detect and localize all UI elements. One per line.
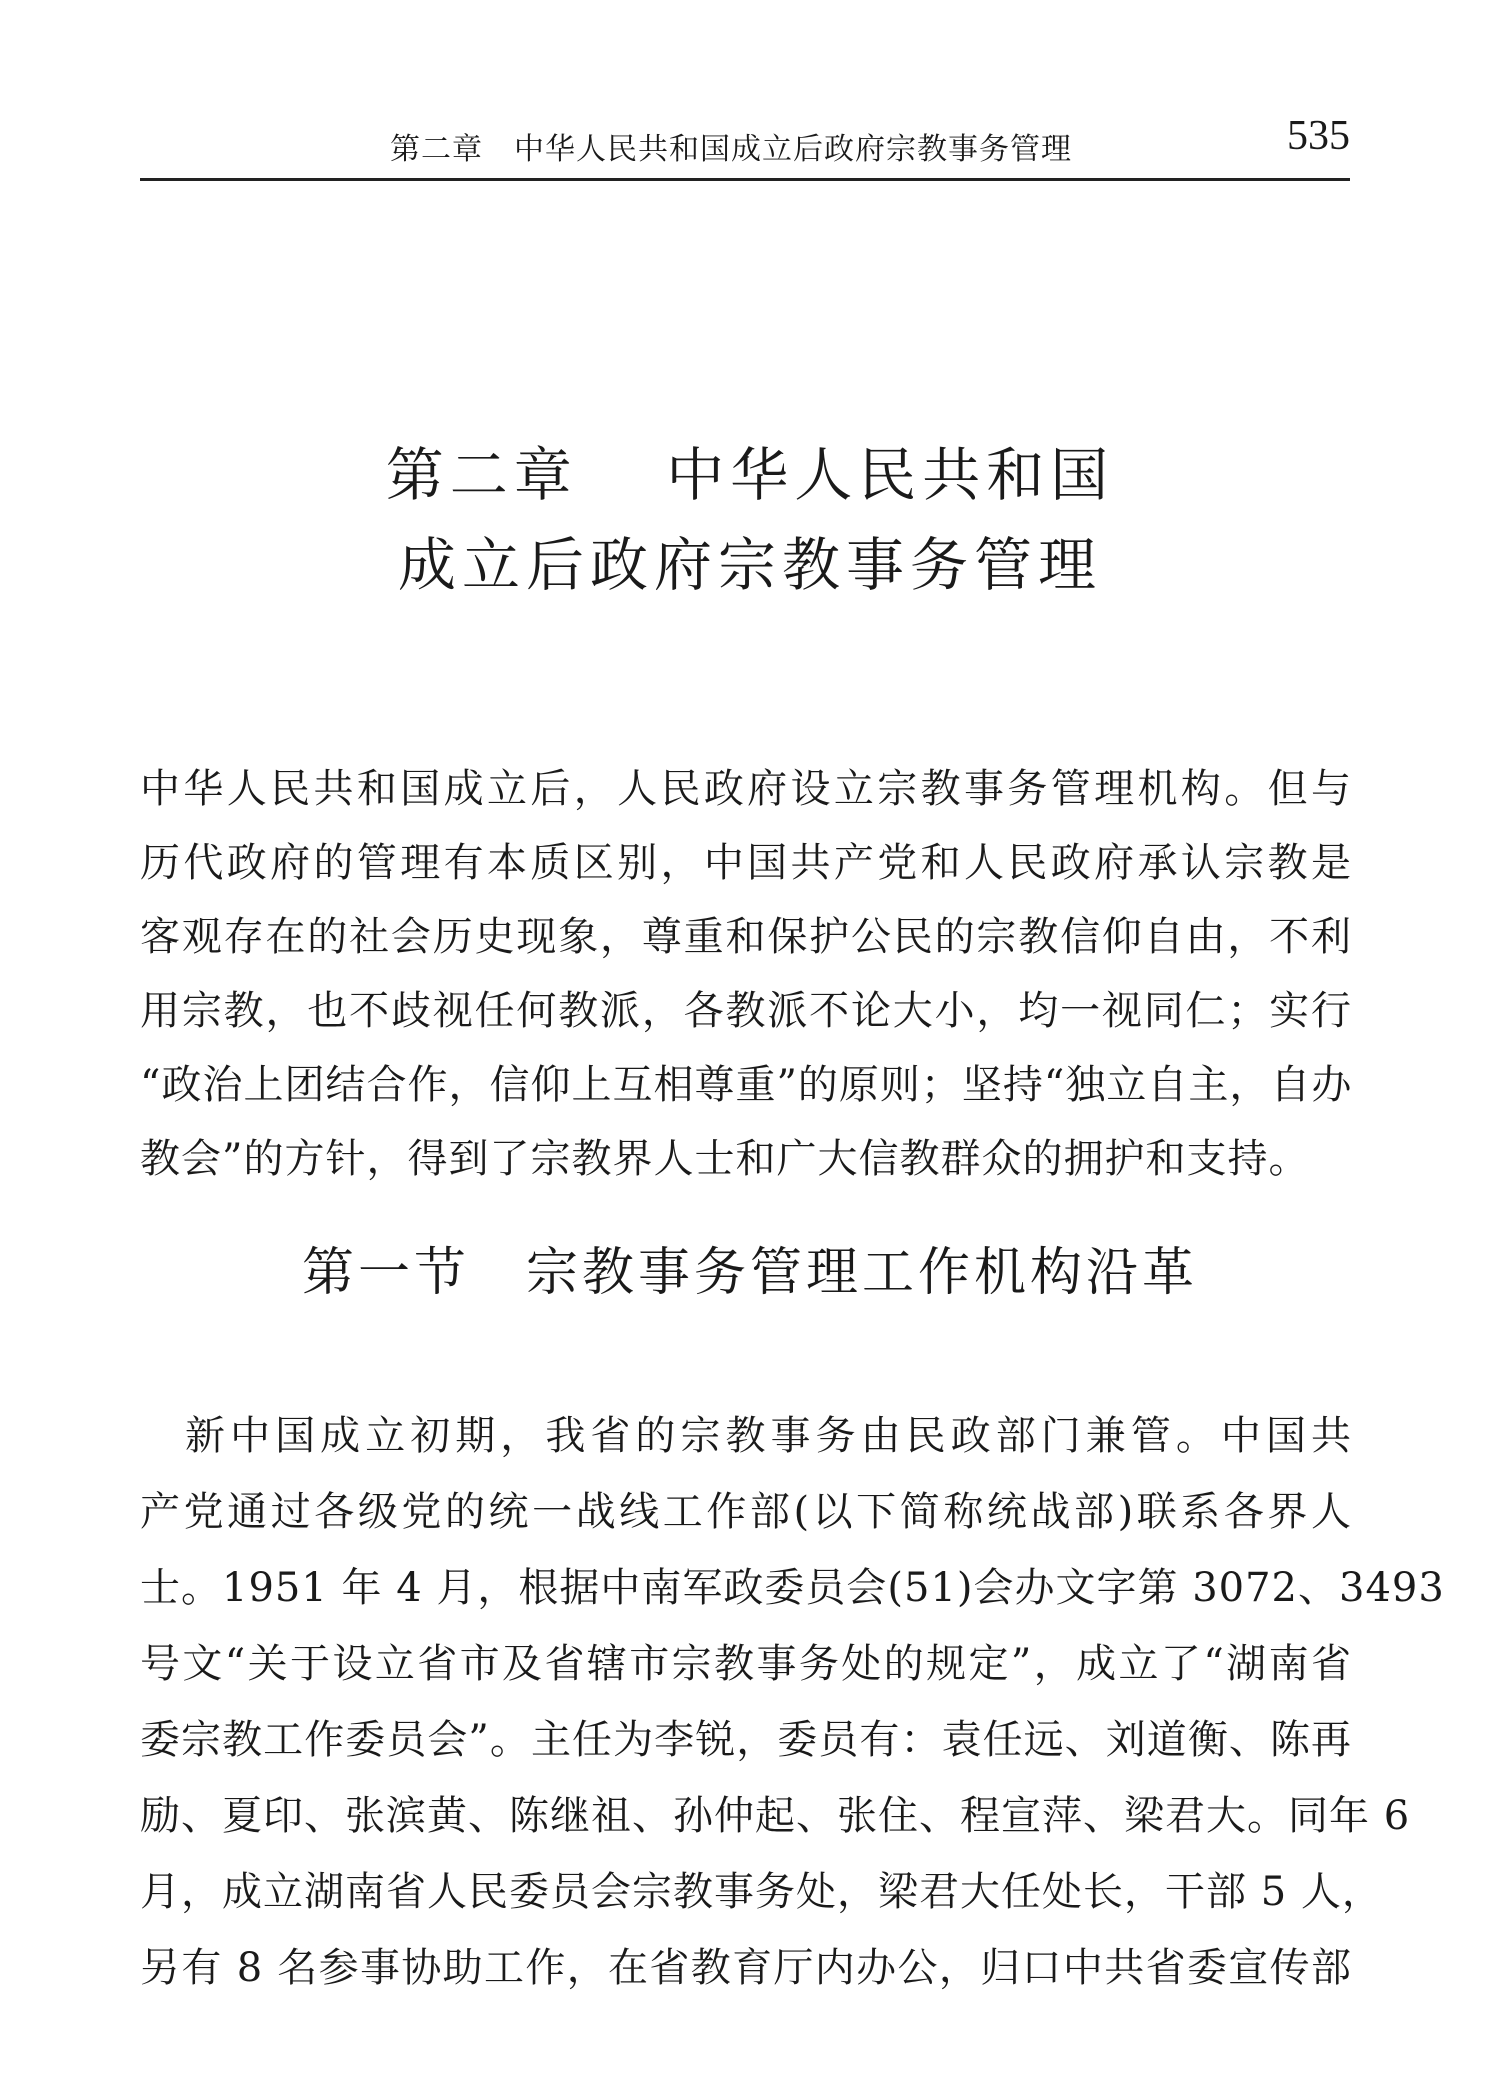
paragraph-line: “政治上团结合作，信仰上互相尊重”的原则；坚持“独立自主，自办	[140, 1062, 1353, 1108]
paragraph-line: 产党通过各级党的统一战线工作部(以下简称统战部)联系各界人	[140, 1489, 1352, 1535]
paragraph-line: 教会”的方针，得到了宗教界人士和广大信教群众的拥护和支持。	[140, 1136, 1310, 1182]
header-rule	[140, 178, 1350, 181]
paragraph-line: 月，成立湖南省人民委员会宗教事务处，梁君大任处长，干部 5 人，	[140, 1869, 1383, 1915]
paragraph-line: 中华人民共和国成立后，人民政府设立宗教事务管理机构。但与	[140, 766, 1352, 812]
chapter-title	[0, 430, 1500, 610]
paragraph-line: 士。1951 年 4 月，根据中南军政委员会(51)会办文字第 3072、3493	[140, 1565, 1445, 1611]
page-number: 535	[1287, 113, 1350, 159]
paragraph-line: 客观存在的社会历史现象，尊重和保护公民的宗教信仰自由，不利	[140, 914, 1352, 960]
paragraph-line: 委宗教工作委员会”。主任为李锐，委员有：袁任远、刘道衡、陈再	[140, 1717, 1352, 1763]
paragraph-line: 新中国成立初期，我省的宗教事务由民政部门兼管。中国共	[140, 1413, 1352, 1459]
paragraph-line: 用宗教，也不歧视任何教派，各教派不论大小，均一视同仁；实行	[140, 988, 1352, 1034]
body-paragraph	[140, 1398, 1445, 2006]
paragraph-line: 号文“关于设立省市及省辖市宗教事务处的规定”，成立了“湖南省	[140, 1641, 1352, 1687]
paragraph-line: 励、夏印、张滨黄、陈继祖、孙仲起、张住、程宣萍、梁君大。同年 6	[140, 1793, 1411, 1839]
section-title: 第一节 宗教事务管理工作机构沿革	[301, 1243, 1198, 1303]
intro-paragraph	[140, 752, 1352, 1196]
running-header	[140, 112, 1350, 172]
paragraph-line: 历代政府的管理有本质区别，中国共产党和人民政府承认宗教是	[140, 840, 1352, 886]
chapter-title-line-2: 成立后政府宗教事务管理	[397, 531, 1102, 599]
chapter-title-line-1: 第二章 中华人民共和国	[385, 441, 1115, 509]
paragraph-line: 另有 8 名参事协助工作，在省教育厅内办公，归口中共省委宣传部	[140, 1945, 1352, 1991]
running-title: 第二章 中华人民共和国成立后政府宗教事务管理	[390, 132, 1072, 167]
